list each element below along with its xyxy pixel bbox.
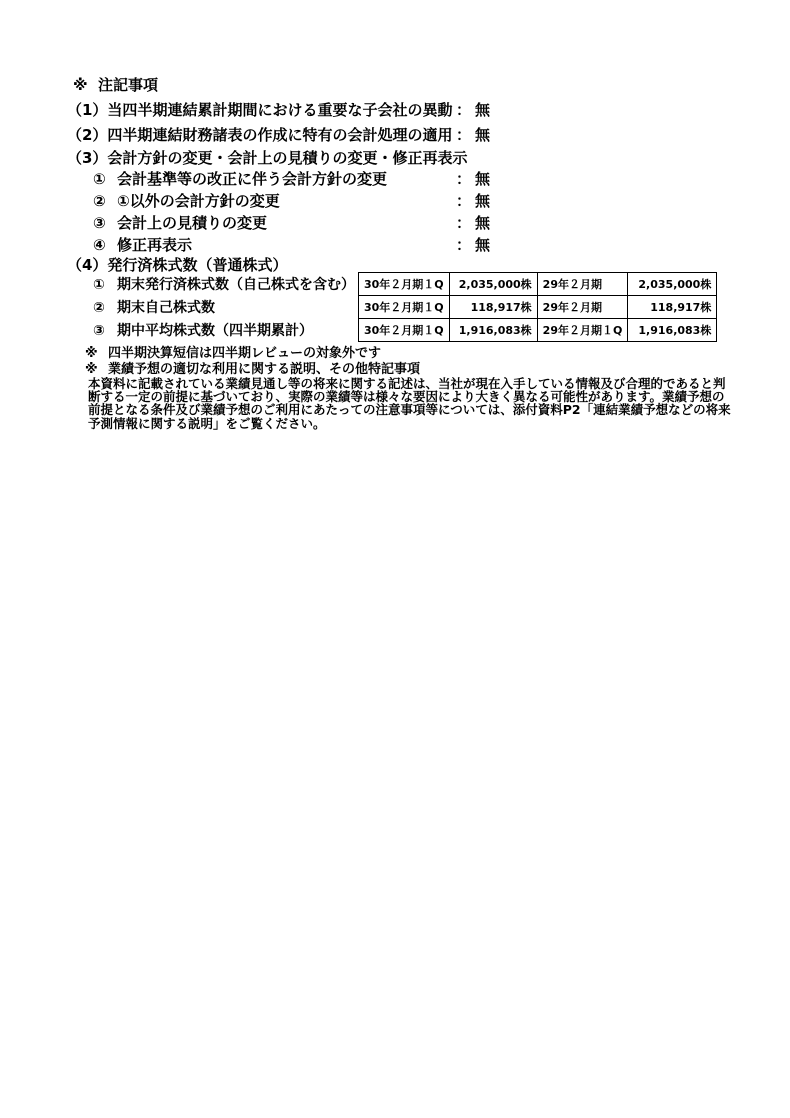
subitem-value: 無	[475, 214, 491, 232]
subitem-value: 無	[475, 170, 491, 188]
subitem-value: 無	[475, 192, 491, 210]
subitem-colon: ：	[456, 192, 472, 210]
current-value-cell: 2,035,000株	[449, 273, 537, 296]
share-row-label: 期中平均株式数（四半期累計）	[117, 323, 313, 339]
subitem-colon: ：	[456, 236, 472, 254]
note-asterisk-icon: ※	[73, 76, 88, 94]
current-period-cell: 30年２月期１Q	[359, 296, 450, 319]
note-3-subline-1	[0, 171, 790, 189]
circled-number: ③	[93, 323, 105, 339]
current-period-cell: 30年２月期１Q	[359, 273, 450, 296]
circled-number: ②	[93, 300, 105, 316]
disclaimer-line: 断する一定の前提に基づいており、実際の業績等は様々な要因により大きく異なる可能性があります。業績予想の	[88, 389, 725, 405]
note-asterisk-icon: ※	[85, 362, 98, 377]
forecast-disclaimer	[88, 377, 748, 430]
note-asterisk-icon: ※	[85, 346, 98, 361]
disclaimer-line: 本資料に記載されている業績見通し等の将来に関する記述は、当社が現在入手している情報及び合理的であると判	[88, 376, 726, 391]
notes-header	[0, 77, 790, 95]
note-4-label: （4）発行済株式数（普通株式）	[67, 256, 288, 274]
prior-period-cell: 29年２月期	[537, 296, 628, 319]
footnote-forecast-text: 業績予想の適切な利用に関する説明、その他特記事項	[108, 362, 421, 377]
note-line-2	[0, 127, 790, 145]
subitem-label: 会計基準等の改正に伴う会計方針の変更	[117, 170, 388, 188]
subitem-label: 会計上の見積りの変更	[117, 214, 268, 232]
note-1-label: （1）当四半期連結累計期間における重要な子会社の異動	[67, 101, 453, 119]
circled-number: ④	[93, 236, 106, 254]
notes-title: 注記事項	[98, 76, 159, 94]
note-3-subline-3	[0, 215, 790, 233]
circled-number: ①	[93, 277, 105, 293]
note-1-value: 無	[475, 101, 491, 119]
share-row-label: 期末発行済株式数（自己株式を含む）	[117, 277, 355, 293]
circled-number: ①	[93, 170, 106, 188]
footnote-review-text: 四半期決算短信は四半期レビューの対象外です	[108, 346, 382, 361]
prior-period-cell: 29年２月期	[537, 273, 628, 296]
prior-value-cell: 2,035,000株	[628, 273, 717, 296]
note-1-colon: ：	[456, 101, 472, 119]
shares-table-row-2	[359, 296, 717, 319]
shares-table-row-1	[359, 273, 717, 296]
circled-number: ②	[93, 192, 106, 210]
note-2-colon: ：	[456, 126, 472, 144]
note-line-1	[0, 102, 790, 120]
current-value-cell: 1,916,083株	[449, 319, 537, 342]
prior-value-cell: 118,917株	[628, 296, 717, 319]
prior-value-cell: 1,916,083株	[628, 319, 717, 342]
note-3-subline-2	[0, 193, 790, 211]
current-value-cell: 118,917株	[449, 296, 537, 319]
disclaimer-line: 予測情報に関する説明」をご覧ください。	[88, 415, 326, 431]
share-row-label: 期末自己株式数	[117, 300, 215, 316]
shares-table	[358, 272, 717, 342]
note-2-value: 無	[475, 126, 491, 144]
note-line-3	[0, 150, 790, 168]
circled-number: ③	[93, 214, 106, 232]
subitem-colon: ：	[456, 170, 472, 188]
subitem-label: 修正再表示	[117, 236, 193, 254]
subitem-value: 無	[475, 236, 491, 254]
note-3-label: （3）会計方針の変更・会計上の見積りの変更・修正再表示	[67, 149, 468, 167]
note-3-subline-4	[0, 237, 790, 255]
disclaimer-line: 前提となる条件及び業績予想のご利用にあたっての注意事項等については、添付資料P2「連結業績予想などの将来	[88, 402, 731, 418]
subitem-colon: ：	[456, 214, 472, 232]
prior-period-cell: 29年２月期１Q	[537, 319, 628, 342]
shares-table-row-3	[359, 319, 717, 342]
current-period-cell: 30年２月期１Q	[359, 319, 450, 342]
note-2-label: （2）四半期連結財務諸表の作成に特有の会計処理の適用	[67, 126, 453, 144]
subitem-label: ①以外の会計方針の変更	[117, 192, 280, 210]
